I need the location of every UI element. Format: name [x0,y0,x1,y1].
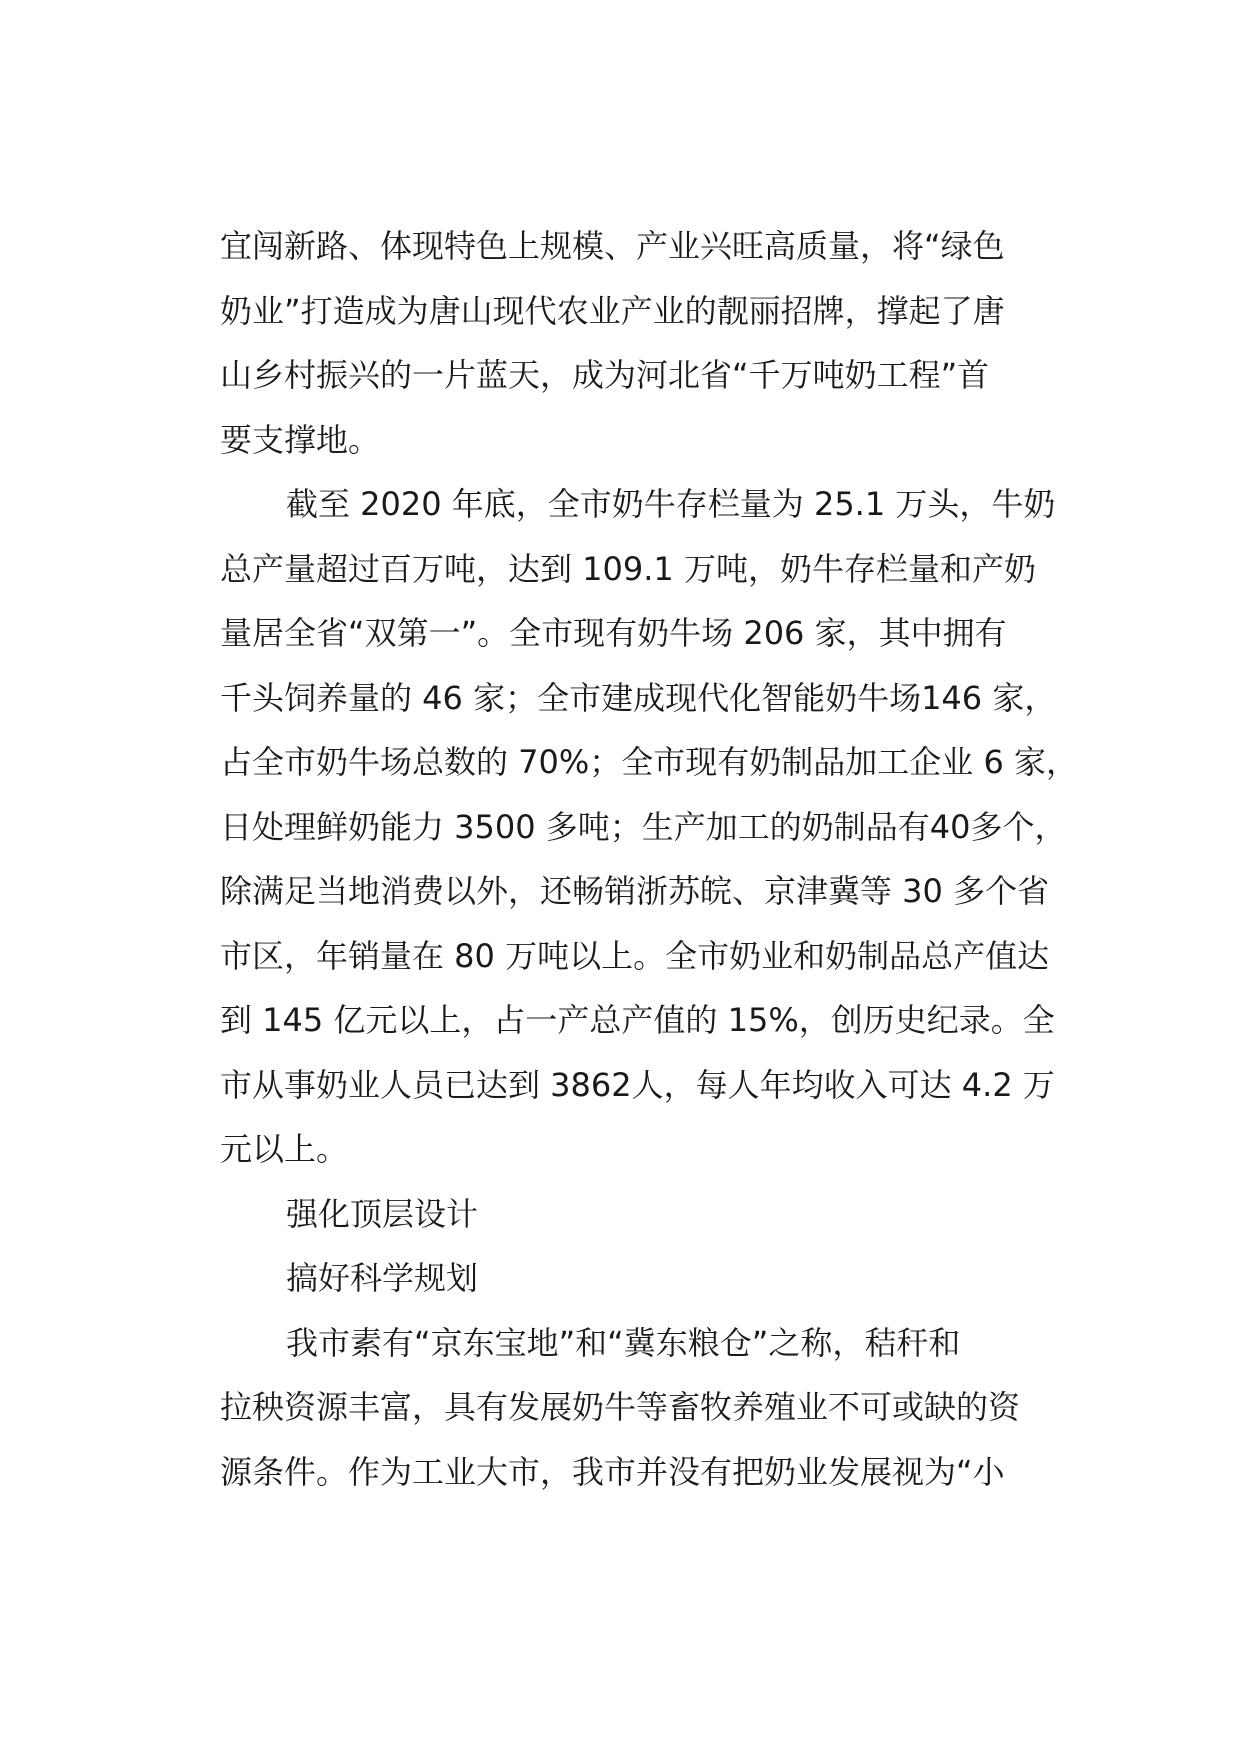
text-line: 源条件。作为工业大市，我市并没有把奶业发展视为“小 [220,1452,1005,1491]
text-line: 除满足当地消费以外，还畅销浙苏皖、京津冀等 30 多个省 [220,872,1050,910]
text-line: 强化顶层设计 [286,1194,479,1233]
text-line: 日处理鲜奶能力 3500 多吨；生产加工的奶制品有40多个， [220,807,1067,846]
text-line: 山乡村振兴的一片蓝天，成为河北省“千万吨奶工程”首 [220,356,990,394]
text-line: 千头饲养量的 46 家；全市建成现代化智能奶牛场146 家， [220,678,1057,717]
text-line: 市从事奶业人员已达到 3862人，每人年均收入可达 4.2 万 [220,1065,1055,1104]
text-line: 搞好科学规划 [286,1259,479,1297]
text-line: 要支撑地。 [220,420,381,459]
paragraph [220,472,1100,1182]
text-line: 我市素有“京东宝地”和“冀东粮仓”之称，秸秆和 [286,1323,961,1362]
text-line: 占全市奶牛场总数的 70%；全市现有奶制品加工企业 6 家， [220,743,1079,781]
text-line: 量居全省“双第一”。全市现有奶牛场 206 家，其中拥有 [220,614,1007,652]
text-line: 总产量超过百万吨，达到 109.1 万吨，奶牛存栏量和产奶 [220,549,1036,588]
text-line: 到 145 亿元以上，占一产总产值的 15%，创历史纪录。全 [220,1001,1055,1039]
text-line: 元以上。 [220,1130,349,1168]
paragraph [220,1311,1100,1505]
body-text [220,214,1100,1504]
paragraph [220,1246,1100,1311]
text-line: 奶业”打造成为唐山现代农业产业的靓丽招牌，撑起了唐 [220,291,1005,330]
text-line: 宜闯新路、体现特色上规模、产业兴旺高质量，将“绿色 [220,227,1005,265]
text-line: 截至 2020 年底，全市奶牛存栏量为 25.1 万头，牛奶 [286,485,1056,523]
paragraph [220,214,1100,472]
paragraph [220,1182,1100,1247]
text-line: 市区，年销量在 80 万吨以上。全市奶业和奶制品总产值达 [220,936,1050,975]
text-line: 拉秧资源丰富，具有发展奶牛等畜牧养殖业不可或缺的资 [220,1388,1021,1426]
